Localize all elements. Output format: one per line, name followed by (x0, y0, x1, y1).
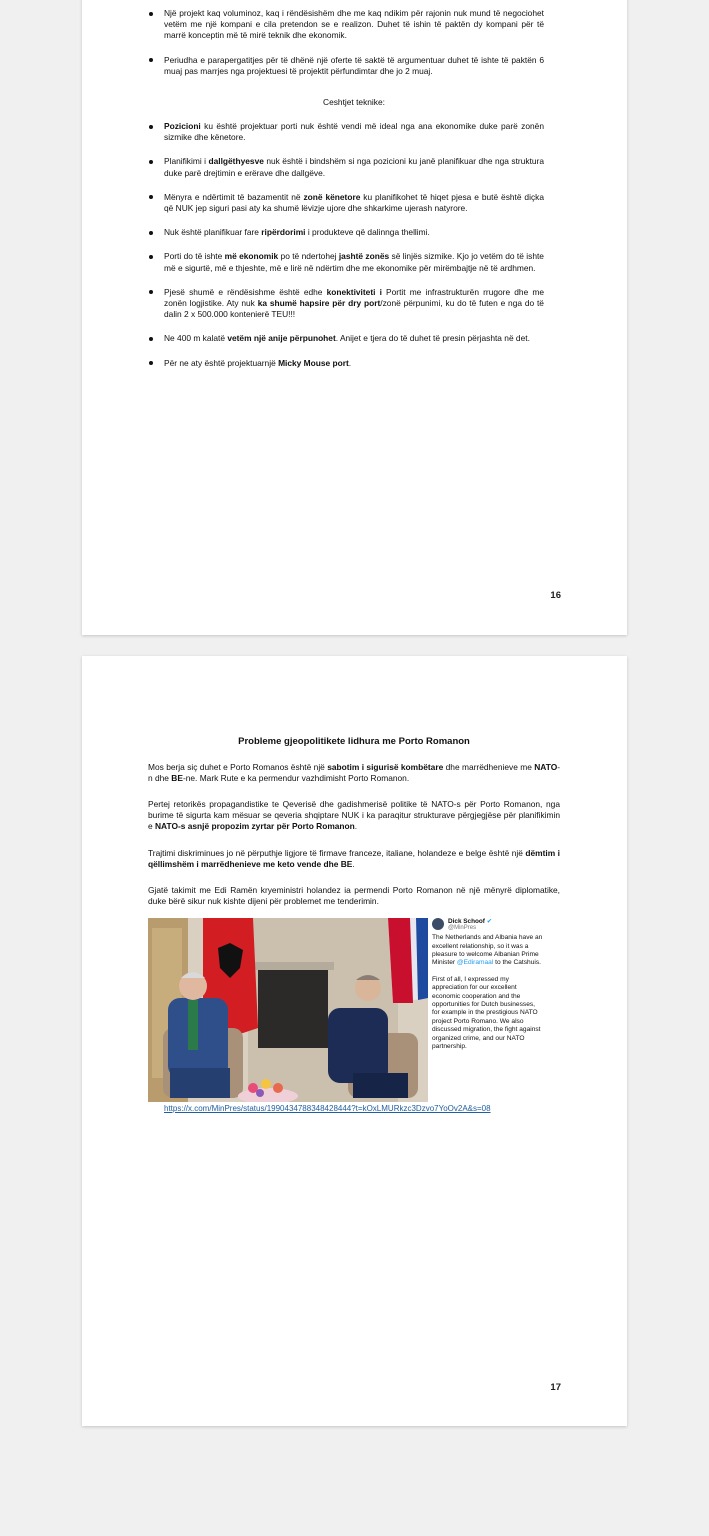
verified-icon: ✔ (486, 918, 493, 925)
text-run: dhe marrëdhenieve me (443, 762, 535, 772)
page-number: 17 (550, 1382, 561, 1393)
meeting-photo-illustration (148, 918, 428, 1102)
bullet-item (164, 192, 544, 214)
tweet-card[interactable] (428, 914, 548, 1104)
tweet-text: First of all, I expressed my appreciation for our excellent economic cooperation and the opportunities for Dutch businesses, for example in the prestigious NATO project Porto Romano. We also discussed migration, the fight against organized crime, and our NATO partnership. (432, 975, 541, 1051)
text-run: Një projekt kaq voluminoz, kaq i rëndësishëm dhe me kaq ndikim për rajonin nuk mund të negociohet vetëm me një kompani e cila pretendon se e realizon. Duhet të ishin të paktën dy kompani për të marrë konceptin më të mirë teknik dhe ekonomik. (164, 8, 544, 41)
text-run: ku planifikohet të hiqet pjesa e butë është diçka që NUK jep siguri pasi aty ka shumë lëvizje ujore dhe shkarkime ujerash natyrore. (164, 191, 544, 214)
bullet-item (164, 358, 544, 369)
bullet-list-intro (164, 8, 544, 90)
text-run: Gjatë takimit me Edi Ramën kryeministri holandez ia permendi Porto Romanon në një mënyrë diplomatike, duke bërë sikur nuk kishte dijeni për problemet me tenderimin. (148, 885, 560, 907)
text-run: . (352, 859, 355, 870)
text-run: Pertej retorikës propagandistike te Qeverisë dhe gadishmerisë politike të NATO-s për Porto Romanon, nga burime të sigurta kam mësuar se qeveria shqiptare NUK i ka paraqitur strukturave përgjegjëse për planifikimin e (148, 799, 560, 832)
tweet-text: The Netherlands and Albania have an excellent relationship, so it was a pleasure to welcome Albanian Prime Minister @Ediramaal to the Catshuis. (432, 934, 543, 967)
text-run: . (348, 357, 352, 368)
text-run: ku është projektuar porti nuk është vendi më ideal nga ana ekonomike duke parë zonën sizmike dhe kënetore. (164, 121, 544, 143)
text-run: së linjës sizmike. Kjo jo vetëm do të ishte më e sigurtë, më e thjeshte, më e lirë në ndërtim dhe me ekonomike për mirëmbajtje në të ardhmen. (164, 251, 544, 273)
bold-text: konektiviteti i (326, 286, 382, 297)
text-run: Planifikimi i (164, 156, 209, 167)
bold-text: NATO-s asnjë propozim zyrtar për Porto Romanon (155, 821, 355, 832)
text-run: Pjesë shumë e rëndësishme është edhe (164, 286, 327, 297)
text-run: Mënyra e ndërtimit të bazamentit në (164, 191, 304, 202)
tweet-handle: @MinPres (448, 925, 477, 932)
paragraph (148, 799, 560, 833)
paragraph (148, 848, 560, 870)
section-label: Ceshtjet teknike: (323, 97, 385, 107)
bold-text: ka shumë hapsire për dry port (257, 298, 381, 309)
bold-text: Micky Mouse port (278, 357, 349, 368)
bold-text: dallgëthyesve (208, 156, 264, 167)
text-run: Për ne aty është projektuarnjë (164, 357, 279, 368)
tweet-header (428, 914, 548, 934)
mention-link[interactable]: @Ediramaal (456, 959, 494, 967)
bullet-item (164, 121, 544, 143)
meeting-photo (148, 918, 428, 1102)
bold-text: vetëm një anije përpunohet (227, 333, 336, 344)
bullet-item (164, 251, 544, 273)
text-run: /zonë përpunimi, ku do të futen e nga do të dalin 2 x 500.000 kontenierë TEU!!! (164, 298, 544, 320)
bullet-item (164, 287, 544, 321)
paragraph (148, 885, 560, 907)
bold-text: jashtë zonës (338, 251, 390, 262)
text-run: i produkteve që dalinnga thellimi. (305, 227, 430, 238)
text-run: . Anijet e tjera do të duhet të presin përjashta në det. (335, 333, 530, 344)
bold-text: dëmtim i qëllimshëm i marrëdhenieve me keto vende dhe BE (148, 848, 561, 870)
text-run: -n dhe (148, 762, 560, 784)
bullet-item (164, 333, 544, 344)
section-heading: Probleme gjeopolitikete lidhura me Porto Romanon (238, 736, 470, 747)
bold-text: BE (171, 773, 183, 784)
bullet-item (164, 55, 544, 77)
text-run: Mos berja siç duhet e Porto Romanos është një (148, 762, 328, 772)
bold-text: Pozicioni (164, 121, 201, 131)
text-run: Nuk është planifikuar fare (164, 227, 262, 238)
text-run: Trajtimi diskriminues jo në përputhje ligjore të firmave franceze, italiane, holandeze e belge është një (148, 848, 526, 858)
bold-text: NATO (534, 762, 558, 772)
text-run: Portit me infrastrukturën rrugore dhe me zonën logjistike. Aty nuk (164, 286, 544, 309)
bold-text: më ekonomik (224, 251, 279, 262)
tweet-author: Dick Schoof ✔ (448, 918, 493, 925)
bold-text: sabotim i sigurisë kombëtare (327, 762, 444, 772)
avatar (432, 918, 444, 930)
bold-text: zonë kënetore (303, 191, 361, 202)
document-page-16 (82, 0, 627, 635)
text-run: nuk është i bindshëm si nga pozicioni ku janë planifikuar dhe nga struktura duke parë drejtimin e erërave dhe dallgëve. (164, 156, 545, 178)
text-run: -ne. Mark Rute e ka permendur vazhdimisht Porto Romanon. (182, 773, 410, 784)
bullet-item (164, 227, 544, 238)
text-run: Ne 400 m kalatë (164, 333, 228, 344)
text-run: Periudha e parapergatitjes për të dhënë një oferte të saktë të argumentuar duhet të ishte të paktën 6 muaj pas marrjes nga projektuesi të projektit përfundimtar dhe jo 2 muaj. (164, 54, 544, 76)
bullet-item (164, 8, 544, 42)
text-run: Porti do të ishte (164, 251, 225, 262)
paragraph (148, 762, 560, 784)
bold-text: ripërdorimi (261, 227, 306, 238)
text-run: po të ndertohej (278, 251, 339, 262)
document-page-17 (82, 656, 627, 1426)
page-number: 16 (550, 590, 561, 601)
source-link[interactable]: https://x.com/MinPres/status/1990434788348428444?t=kOxLMURkzc3Dzvo7YoOv2A&s=08 (164, 1104, 491, 1113)
bullet-list-technical (164, 121, 544, 382)
text-run: . (354, 821, 358, 832)
bullet-item (164, 156, 544, 178)
